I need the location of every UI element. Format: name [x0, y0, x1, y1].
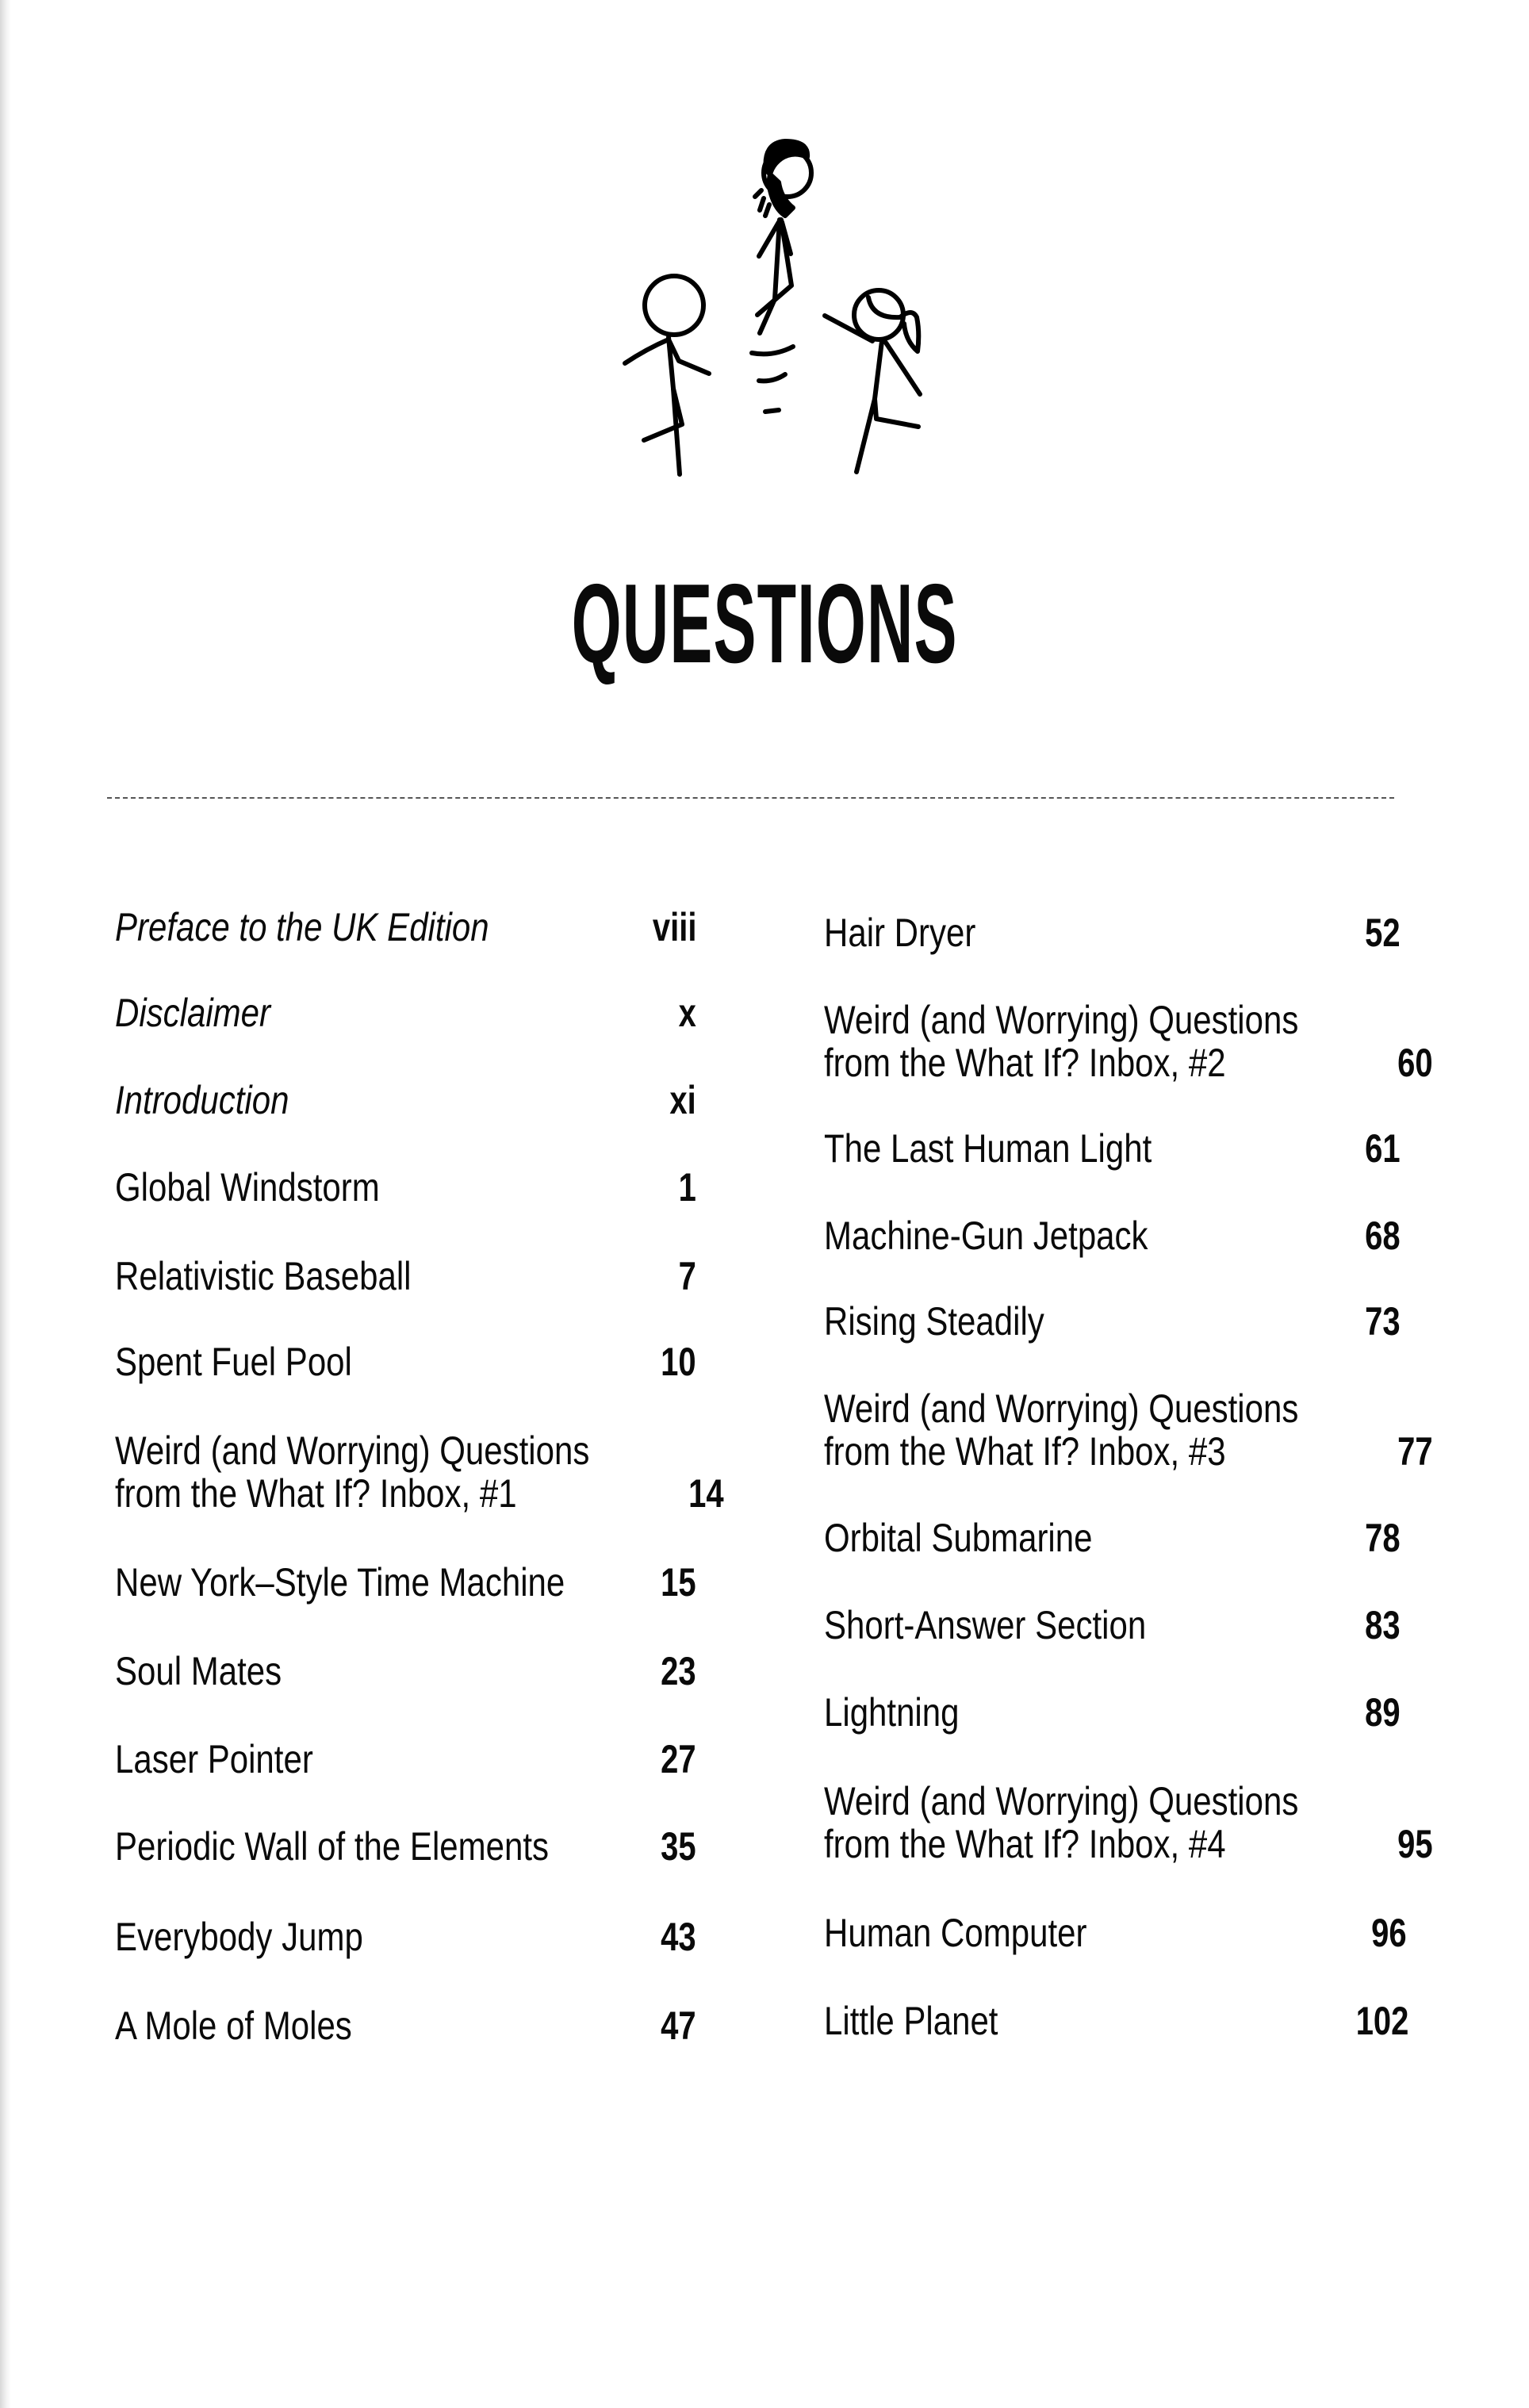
toc-title-line: Human Computer [824, 1911, 1087, 1955]
toc-entry[interactable] [115, 2004, 696, 2047]
toc-page-number: 89 [1365, 1690, 1401, 1735]
toc-title-line: Spent Fuel Pool [115, 1340, 352, 1384]
dashed-divider [107, 797, 1394, 799]
toc-entry[interactable] [115, 906, 696, 949]
toc-page-number: 102 [1355, 1999, 1408, 2043]
toc-entry-title [115, 1825, 549, 1868]
toc-page-number: x [678, 991, 696, 1035]
toc-entry-title [824, 911, 975, 954]
toc-page-number: 78 [1365, 1516, 1401, 1560]
toc-title-line: Weird (and Worrying) Questions [824, 998, 1299, 1042]
toc-entry[interactable] [824, 998, 1433, 1085]
toc-entry-title [824, 1604, 1146, 1647]
toc-title-line: from the What If? Inbox, #2 [824, 1041, 1226, 1085]
toc-page-number: 95 [1397, 1822, 1433, 1866]
toc-entry-title [115, 1429, 589, 1515]
toc-page-number: 52 [1365, 911, 1401, 955]
toc-page-number: 68 [1365, 1214, 1401, 1258]
toc-entry-title [115, 1340, 352, 1383]
toc-entry-title [824, 1691, 959, 1734]
toc-entry[interactable] [824, 1300, 1401, 1343]
toc-title-line: Periodic Wall of the Elements [115, 1824, 550, 1869]
toc-entry-title [115, 991, 270, 1034]
toc-title-line: Disclaimer [115, 991, 271, 1035]
toc-entry[interactable] [115, 991, 696, 1034]
toc-title-line: Weird (and Worrying) Questions [115, 1428, 590, 1473]
toc-entry-title [824, 1387, 1298, 1473]
toc-page-number: 60 [1397, 1041, 1433, 1085]
right-stick-figure [825, 290, 920, 472]
toc-page-number: 1 [678, 1165, 696, 1210]
jumping-stick-figure [752, 141, 811, 412]
toc-title-line: Preface to the UK Edition [115, 905, 489, 949]
toc-entry[interactable] [115, 1561, 696, 1604]
toc-title-line: Rising Steadily [824, 1299, 1044, 1344]
toc-page-number: 43 [661, 1915, 696, 1959]
toc-entry-title [115, 1166, 380, 1209]
toc-entry[interactable] [115, 1915, 696, 1958]
toc-entry-title [824, 1214, 1148, 1257]
toc-title-line: Orbital Submarine [824, 1516, 1093, 1560]
toc-title-line: from the What If? Inbox, #3 [824, 1429, 1226, 1474]
toc-entry[interactable] [115, 1340, 696, 1383]
toc-entry-title [115, 906, 489, 949]
toc-entry-title [115, 1255, 411, 1298]
toc-page-number: 10 [661, 1340, 696, 1384]
toc-entry-title [115, 1561, 565, 1604]
toc-entry-title [824, 1780, 1298, 1865]
toc-title-line: Weird (and Worrying) Questions [824, 1386, 1299, 1431]
toc-entry-title [115, 2004, 352, 2047]
toc-entry[interactable] [115, 1079, 696, 1122]
toc-page-number: 47 [661, 2003, 696, 2048]
toc-entry[interactable] [824, 1127, 1401, 1170]
toc-page-number: 35 [661, 1824, 696, 1869]
toc-page-number: 23 [661, 1649, 696, 1693]
toc-title-line: New York–Style Time Machine [115, 1560, 565, 1605]
toc-page-number: 73 [1365, 1299, 1401, 1344]
toc-title-line: Weird (and Worrying) Questions [824, 1779, 1299, 1823]
toc-entry-title [115, 1650, 282, 1693]
toc-page-number: 77 [1397, 1429, 1433, 1474]
toc-page-number: 61 [1365, 1126, 1401, 1171]
toc-title-line: Machine-Gun Jetpack [824, 1214, 1148, 1258]
toc-page-number: 14 [688, 1471, 724, 1516]
toc-title-line: from the What If? Inbox, #4 [824, 1822, 1226, 1866]
toc-entry[interactable] [115, 1428, 724, 1516]
toc-entry[interactable] [824, 1386, 1433, 1474]
toc-entry-title [824, 1300, 1044, 1343]
toc-title-line: Introduction [115, 1078, 289, 1122]
toc-title-line: Short-Answer Section [824, 1603, 1147, 1647]
toc-page-number: 27 [661, 1737, 696, 1781]
toc-title-line: Relativistic Baseball [115, 1254, 412, 1298]
toc-page-number: viii [652, 905, 696, 949]
toc-entry[interactable] [115, 1255, 696, 1298]
toc-title-line: The Last Human Light [824, 1126, 1152, 1171]
left-stick-figure [625, 276, 709, 474]
stick-figures-illustration [0, 0, 1529, 508]
toc-entry-title [824, 999, 1298, 1084]
toc-page-number: xi [669, 1078, 696, 1122]
toc-title-line: Lightning [824, 1690, 960, 1735]
toc-entry[interactable] [824, 2000, 1408, 2042]
toc-entry-title [115, 1915, 363, 1958]
toc-entry[interactable] [824, 911, 1401, 954]
toc-entry-title [824, 1911, 1086, 1954]
toc-entry[interactable] [115, 1738, 696, 1781]
page-title-text: QUESTIONS [571, 561, 958, 687]
toc-page-number: 15 [661, 1560, 696, 1605]
toc-entry[interactable] [824, 1517, 1401, 1559]
toc-title-line: Little Planet [824, 1999, 998, 2043]
toc-entry[interactable] [824, 1691, 1401, 1734]
toc-title-line: Soul Mates [115, 1649, 282, 1693]
toc-entry[interactable] [824, 1779, 1433, 1866]
toc-page-number: 96 [1371, 1911, 1407, 1955]
page-title [0, 561, 1529, 687]
toc-title-line: A Mole of Moles [115, 2003, 352, 2048]
toc-entry-title [824, 1127, 1152, 1170]
toc-entry[interactable] [824, 1911, 1407, 1954]
toc-entry[interactable] [115, 1166, 696, 1209]
toc-title-line: Global Windstorm [115, 1165, 380, 1210]
toc-entry-title [824, 1517, 1092, 1559]
toc-title-line: Everybody Jump [115, 1915, 363, 1959]
toc-entry-title [115, 1079, 289, 1122]
toc-page-number: 7 [678, 1254, 696, 1298]
toc-page-number: 83 [1365, 1603, 1401, 1647]
toc-entry[interactable] [115, 1650, 696, 1693]
toc-entry[interactable] [824, 1604, 1401, 1647]
toc-title-line: from the What If? Inbox, #1 [115, 1471, 517, 1516]
toc-entry[interactable] [115, 1825, 696, 1868]
toc-title-line: Laser Pointer [115, 1737, 313, 1781]
toc-entry[interactable] [824, 1214, 1401, 1257]
toc-title-line: Hair Dryer [824, 911, 976, 955]
toc-entry-title [824, 2000, 998, 2042]
toc-entry-title [115, 1738, 313, 1781]
